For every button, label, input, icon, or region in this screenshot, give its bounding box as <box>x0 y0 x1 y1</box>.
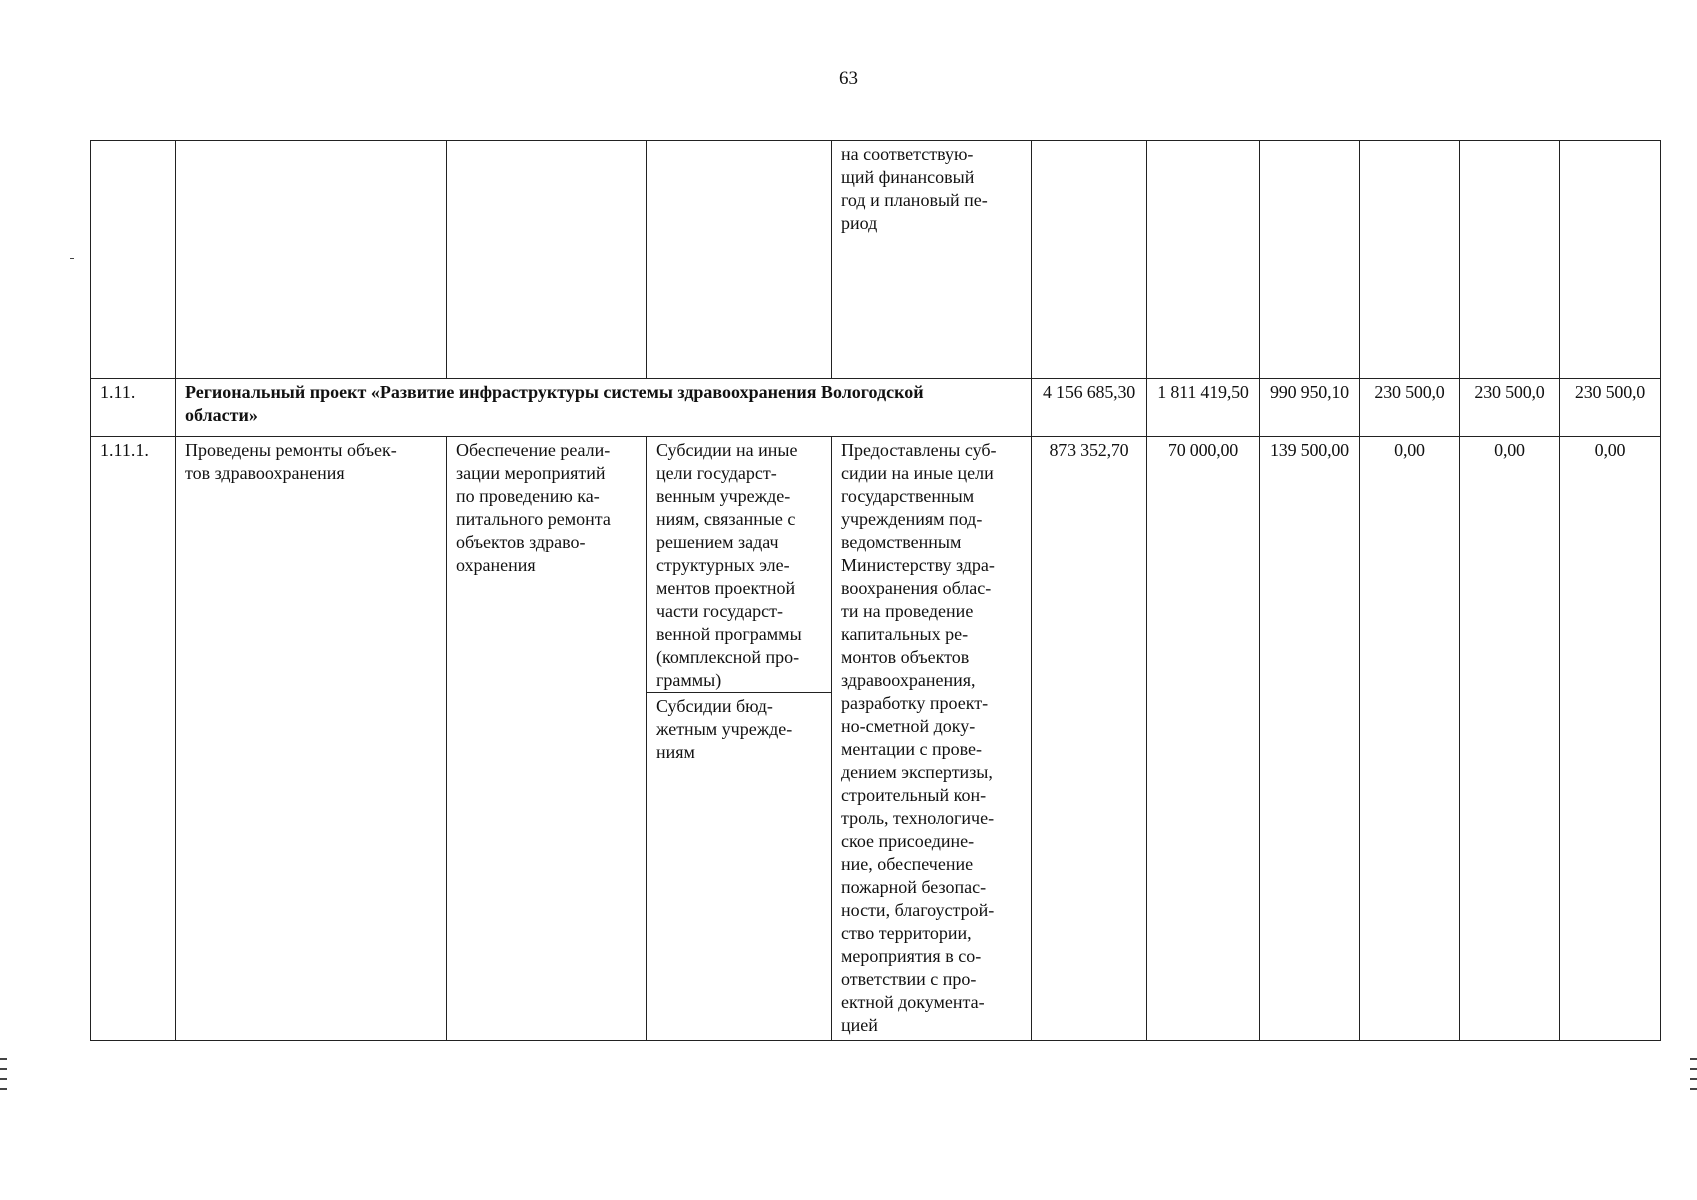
text-line: щий финансовый <box>841 167 975 187</box>
cell-value: 230 500,0 <box>1360 379 1460 437</box>
table-row-project <box>91 379 1661 437</box>
text-line: ство территории, <box>841 923 972 943</box>
text-line: ние, обеспечение <box>841 854 974 874</box>
text-line: (комплексной про- <box>656 647 800 667</box>
text-line: структурных эле- <box>656 555 790 575</box>
text-line: здравоохранения, <box>841 670 976 690</box>
cell-activity <box>447 437 647 1041</box>
cell-value <box>1260 141 1360 379</box>
cell-value <box>1032 141 1147 379</box>
text-line: области» <box>185 405 258 425</box>
text-line: решением задач <box>656 532 779 552</box>
text-line: ментации с прове- <box>841 739 982 759</box>
text-line: риод <box>841 213 878 233</box>
text-line: Региональный проект «Развитие инфраструктуры системы здравоохранения Вологодской <box>185 382 924 402</box>
cell-value <box>1360 141 1460 379</box>
text-line: питального ремонта <box>456 509 611 529</box>
cell-value: 230 500,0 <box>1560 379 1661 437</box>
text-line: цией <box>841 1015 878 1035</box>
text-line: учреждениям под- <box>841 509 983 529</box>
text-line: Субсидии на иные <box>656 440 798 460</box>
funding-type-2 <box>647 692 831 764</box>
cell-funding-type <box>647 437 832 1041</box>
scan-mark <box>0 1088 7 1090</box>
text-line: воохранения облас- <box>841 578 992 598</box>
cell-funding-type <box>647 141 832 379</box>
text-line: ектной документа- <box>841 992 985 1012</box>
cell-value: 0,00 <box>1360 437 1460 1041</box>
cell-description <box>832 437 1032 1041</box>
cell-description <box>832 141 1032 379</box>
text-line: ти на проведение <box>841 601 974 621</box>
scan-mark <box>1690 1088 1697 1090</box>
cell-value: 139 500,00 <box>1260 437 1360 1041</box>
text-line: строительный кон- <box>841 785 987 805</box>
cell-result <box>176 141 447 379</box>
text-line: государственным <box>841 486 975 506</box>
text-line: мероприятия в со- <box>841 946 982 966</box>
scan-mark <box>0 1078 7 1080</box>
cell-value: 230 500,0 <box>1460 379 1560 437</box>
text-line: цели государст- <box>656 463 777 483</box>
text-line: ведомственным <box>841 532 962 552</box>
text-line: ответствии с про- <box>841 969 977 989</box>
text-line: венной программы <box>656 624 802 644</box>
text-line: зации мероприятий <box>456 463 606 483</box>
text-line: Обеспечение реали- <box>456 440 611 460</box>
text-line: ниям, связанные с <box>656 509 796 529</box>
text-line: но-сметной доку- <box>841 716 976 736</box>
cell-value: 873 352,70 <box>1032 437 1147 1041</box>
scan-mark <box>70 258 74 259</box>
cell-value <box>1460 141 1560 379</box>
text-line: капитальных ре- <box>841 624 969 644</box>
text-line: на соответствую- <box>841 144 974 164</box>
text-line: сидии на иные цели <box>841 463 994 483</box>
text-line: ниям <box>656 742 695 762</box>
text-line: части государст- <box>656 601 784 621</box>
text-line: пожарной безопас- <box>841 877 987 897</box>
cell-value <box>1147 141 1260 379</box>
scan-mark <box>1690 1078 1697 1080</box>
cell-value: 4 156 685,30 <box>1032 379 1147 437</box>
cell-value: 70 000,00 <box>1147 437 1260 1041</box>
cell-value <box>1560 141 1661 379</box>
cell-activity <box>447 141 647 379</box>
page-number: 63 <box>839 68 858 89</box>
cell-value: 0,00 <box>1460 437 1560 1041</box>
cell-value: 990 950,10 <box>1260 379 1360 437</box>
text-line: жетным учрежде- <box>656 719 793 739</box>
scan-mark <box>1690 1068 1697 1070</box>
text-line: разработку проект- <box>841 693 989 713</box>
text-line: дением экспертизы, <box>841 762 993 782</box>
text-line: Субсидии бюд- <box>656 696 773 716</box>
text-line: ности, благоустрой- <box>841 900 995 920</box>
text-line: граммы) <box>656 670 722 690</box>
funding-type-1 <box>656 439 822 692</box>
text-line: троль, технологиче- <box>841 808 995 828</box>
text-line: год и плановый пе- <box>841 190 988 210</box>
scan-mark <box>1690 1058 1697 1060</box>
cell-result <box>176 437 447 1041</box>
cell-index: 1.11.1. <box>91 437 176 1041</box>
text-line: ментов проектной <box>656 578 796 598</box>
text-line: объектов здраво- <box>456 532 586 552</box>
text-line: монтов объектов <box>841 647 970 667</box>
text-line: Предоставлены суб- <box>841 440 997 460</box>
text-line: Министерству здра- <box>841 555 995 575</box>
text-line: по проведению ка- <box>456 486 600 506</box>
cell-index <box>91 141 176 379</box>
cell-project-title <box>176 379 1032 437</box>
cell-value: 1 811 419,50 <box>1147 379 1260 437</box>
text-line: тов здравоохранения <box>185 463 345 483</box>
text-line: ское присоедине- <box>841 831 975 851</box>
scan-mark <box>0 1058 7 1060</box>
table-row-item <box>91 437 1661 1041</box>
text-line: Проведены ремонты объек- <box>185 440 397 460</box>
cell-value: 0,00 <box>1560 437 1661 1041</box>
scan-mark <box>0 1068 7 1070</box>
table-row-continuation <box>91 141 1661 379</box>
program-table <box>90 140 1661 1041</box>
text-line: венным учрежде- <box>656 486 791 506</box>
text-line: охранения <box>456 555 536 575</box>
cell-index: 1.11. <box>91 379 176 437</box>
